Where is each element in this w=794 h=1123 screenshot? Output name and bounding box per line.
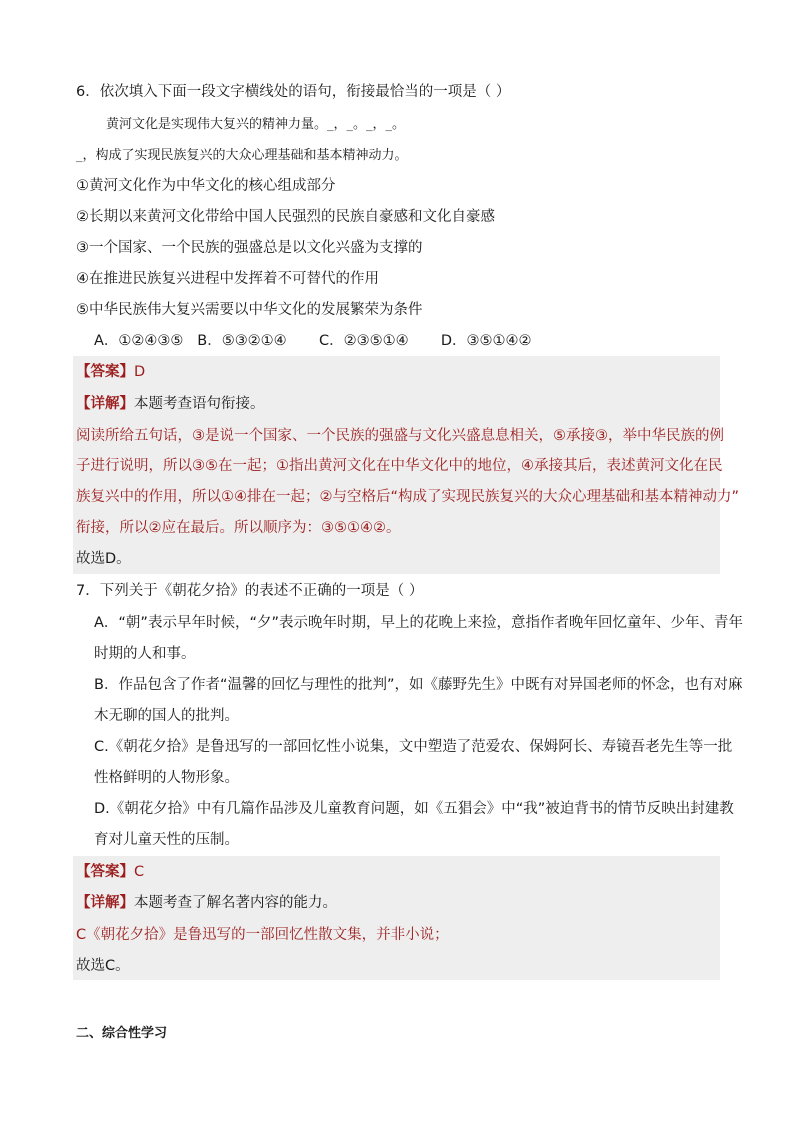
q6-item-4: ④在推进民族复兴进程中发挥着不可替代的作用 — [76, 271, 379, 287]
section-heading: 二、综合性学习 — [76, 1026, 168, 1041]
q6-item-2: ②长期以来黄河文化带给中国人民强烈的民族自豪感和文化自豪感 — [76, 209, 495, 225]
q6-answer-value: D — [134, 364, 146, 380]
q6-item-1: ①黄河文化作为中华文化的核心组成部分 — [76, 178, 336, 194]
q7-option-a-2: 时期的人和事。 — [94, 646, 196, 662]
q6-item-5: ⑤中华民族伟大复兴需要以中华文化的发展繁荣为条件 — [76, 302, 423, 318]
q7-option-b-2: 木无聊的国人的批判。 — [94, 708, 239, 724]
q6-options: A．①②④③⑤ B．⑤③②①④ C．②③⑤①④ D．③⑤①④② — [94, 333, 532, 349]
q7-option-d-1: D.《朝花夕拾》中有几篇作品涉及儿童教育问题，如《五猖会》中“我”被迫背书的情节反映出封建教 — [94, 801, 734, 817]
q7-answer-block — [73, 856, 720, 980]
q6-answer-line — [76, 362, 145, 382]
q7-option-c-2: 性格鲜明的人物形象。 — [94, 770, 239, 786]
q6-passage-line2: _，构成了实现民族复兴的大众心理基础和基本精神动力。 — [76, 148, 408, 163]
q7-explanation: C《朝花夕拾》是鲁迅写的一部回忆性散文集，并非小说； — [76, 927, 449, 943]
q7-stem: 7．下列关于《朝花夕拾》的表述不正确的一项是（ ） — [76, 583, 424, 599]
q7-option-a-1: A．“朝”表示早年时候，“夕”表示晚年时期，早上的花晚上来捡，意指作者晚年回忆童年、少年、青年 — [94, 615, 743, 631]
q6-explanation-3: 族复兴中的作用，所以①④排在一起；②与空格后“构成了实现民族复兴的大众心理基础和基本精神动力” — [76, 489, 740, 505]
q6-explanation-1: 阅读所给五句话，③是说一个国家、一个民族的强盛与文化兴盛息息相关，⑤承接③，举中华民族的例 — [76, 428, 724, 444]
q6-conclusion: 故选D。 — [76, 551, 131, 567]
q7-answer-value: C — [134, 864, 145, 880]
q7-answer-line — [76, 862, 144, 882]
q6-answer-label: 【答案】 — [76, 364, 134, 380]
q7-detail-line — [76, 893, 337, 913]
q7-option-c-1: C.《朝花夕拾》是鲁迅写的一部回忆性小说集，文中塑造了范爱农、保姆阿长、寿镜吾老先生等一批 — [94, 739, 733, 755]
q6-explanation-2: 子进行说明，所以③⑤在一起；①指出黄河文化在中华文化中的地位，④承接其后，表述黄河文化在民 — [76, 458, 723, 474]
q6-stem: 6．依次填入下面一段文字横线处的语句，衔接最恰当的一项是（ ） — [76, 84, 511, 100]
q7-detail-intro: 本题考查了解名著内容的能力。 — [134, 895, 337, 911]
q6-passage-line1: 黄河文化是实现伟大复兴的精神力量。_，_。_，_。 — [106, 117, 406, 132]
q7-option-d-2: 育对儿童天性的压制。 — [94, 832, 239, 848]
q6-detail-intro: 本题考查语句衔接。 — [134, 396, 265, 412]
q6-detail-line — [76, 394, 265, 414]
q7-conclusion: 故选C。 — [76, 958, 130, 974]
q7-answer-label: 【答案】 — [76, 864, 134, 880]
q6-item-3: ③一个国家、一个民族的强盛总是以文化兴盛为支撑的 — [76, 240, 423, 256]
q7-option-b-1: B．作品包含了作者“温馨的回忆与理性的批判”，如《藤野先生》中既有对异国老师的怀念，也有对麻 — [94, 677, 743, 693]
q6-detail-label: 【详解】 — [76, 396, 134, 412]
q7-detail-label: 【详解】 — [76, 895, 134, 911]
q6-explanation-4: 衔接，所以②应在最后。所以顺序为：③⑤①④②。 — [76, 520, 401, 536]
